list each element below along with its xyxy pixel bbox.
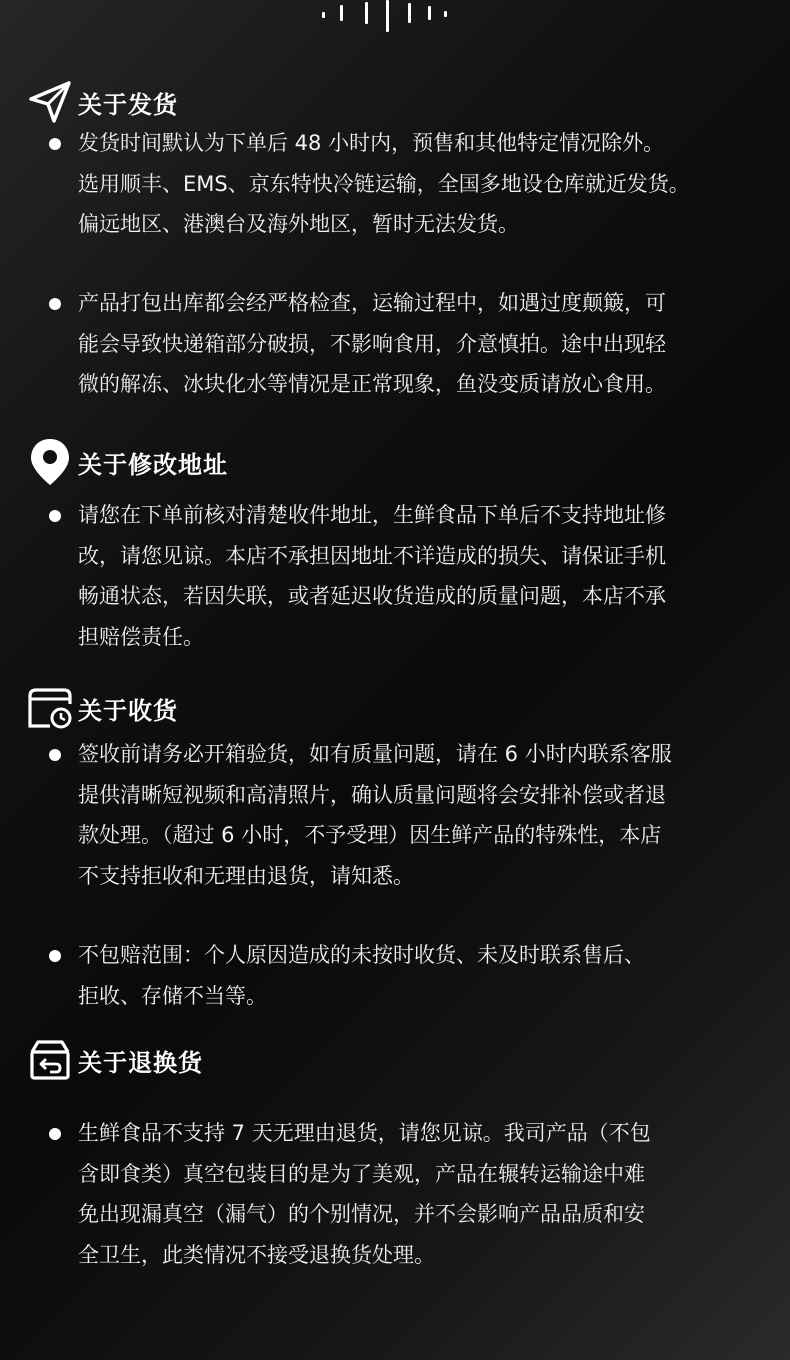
return-box-icon: [26, 1036, 74, 1084]
paragraph: [78, 734, 768, 896]
text-line: 能会导致快递箱部分破损，不影响食用，介意慎拍。途中出现轻: [78, 331, 666, 356]
bullet-dot: [49, 749, 61, 761]
bullet-dot: [49, 1128, 61, 1140]
text-line: 拒收、存储不当等。: [78, 983, 267, 1008]
send-arrow-icon: [26, 78, 74, 126]
text-line: 产品打包出库都会经严格检查，运输过程中，如遇过度颠簸，可: [78, 291, 666, 315]
paragraph: [78, 495, 768, 657]
section-title: 关于退换货: [78, 1048, 203, 1077]
text-line: 含即食类）真空包装目的是为了美观，产品在辗转运输途中难: [78, 1161, 645, 1186]
paragraph: [78, 1113, 768, 1275]
section-header-shipping: [26, 78, 178, 126]
location-pin-icon: [26, 438, 74, 486]
text-line: 不包赔范围：个人原因造成的未按时收货、未及时联系售后、: [78, 943, 645, 967]
bullet-dot: [49, 138, 61, 150]
paragraph: [78, 935, 768, 1016]
top-decoration-bars: [320, 0, 460, 36]
text-line: 提供清晰短视频和高清照片，确认质量问题将会安排补偿或者退: [78, 782, 666, 807]
section-header-returns: [26, 1036, 203, 1084]
text-line: 畅通状态，若因失联，或者延迟收货造成的质量问题，本店不承: [78, 584, 666, 608]
bullet-dot: [49, 298, 61, 310]
text-line: 全卫生，此类情况不接受退换货处理。: [78, 1242, 435, 1267]
text-line: 发货时间默认为下单后 48 小时内，预售和其他特定情况除外。: [78, 131, 665, 155]
text-line: 选用顺丰、EMS、京东特快冷链运输，全国多地设仓库就近发货。: [78, 171, 690, 196]
text-line: 请您在下单前核对清楚收件地址，生鲜食品下单后不支持地址修: [78, 503, 666, 527]
paragraph: [78, 123, 768, 245]
section-header-receiving: [26, 684, 178, 732]
text-line: 微的解冻、冰块化水等情况是正常现象，鱼没变质请放心食用。: [78, 372, 666, 396]
section-title: 关于发货: [78, 90, 178, 119]
text-line: 担赔偿责任。: [78, 624, 204, 649]
bullet-dot: [49, 510, 61, 522]
text-line: 签收前请务必开箱验货，如有质量问题，请在 6 小时内联系客服: [78, 742, 672, 766]
bullet-dot: [49, 950, 61, 962]
section-title: 关于收货: [78, 696, 178, 725]
text-line: 偏远地区、港澳台及海外地区，暂时无法发货。: [78, 212, 519, 236]
text-line: 不支持拒收和无理由退货，请知悉。: [78, 863, 414, 888]
section-title: 关于修改地址: [78, 450, 228, 479]
paragraph: [78, 283, 768, 405]
text-line: 免出现漏真空（漏气）的个别情况，并不会影响产品品质和安: [78, 1202, 645, 1226]
text-line: 款处理。（超过 6 小时，不予受理）因生鲜产品的特殊性，本店: [78, 823, 662, 847]
section-header-address: [26, 438, 228, 486]
text-line: 改，请您见谅。本店不承担因地址不详造成的损失、请保证手机: [78, 543, 666, 568]
text-line: 生鲜食品不支持 7 天无理由退货，请您见谅。我司产品（不包: [78, 1121, 651, 1145]
delivery-box-clock-icon: [26, 684, 74, 732]
